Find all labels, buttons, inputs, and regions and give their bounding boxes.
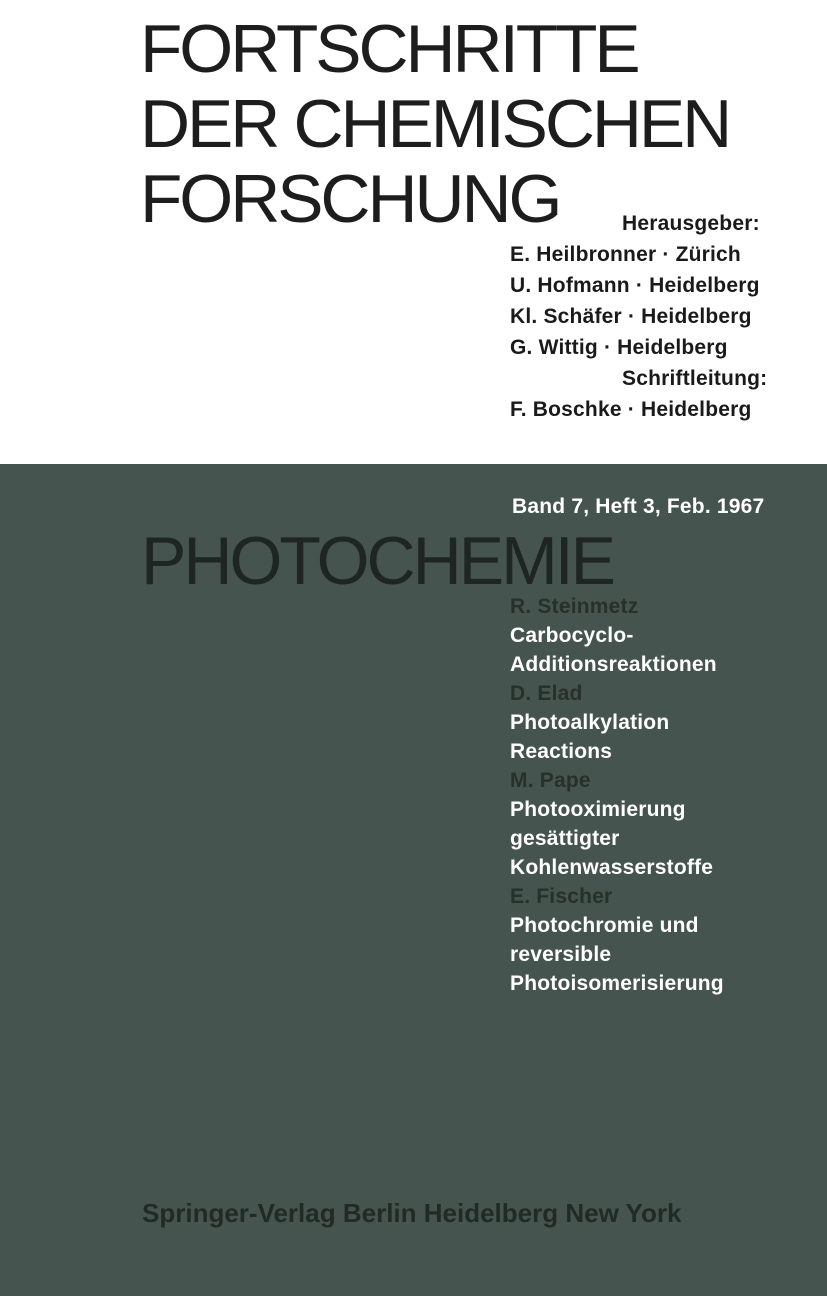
series-title [140, 12, 813, 237]
article-title-line: Photochromie und [510, 914, 699, 937]
editor-name: E. Heilbronner · Zürich [510, 243, 741, 266]
issue-info: Band 7, Heft 3, Feb. 1967 [512, 495, 765, 518]
article-author: E. Fischer [510, 885, 613, 908]
editor-name: Kl. Schäfer · Heidelberg [510, 305, 752, 328]
editors-block [510, 208, 810, 425]
editorial-heading: Schriftleitung: [622, 367, 768, 390]
series-title-line: FORSCHUNG [140, 161, 560, 237]
article-title-line: Reactions [510, 740, 613, 763]
contents-list [510, 592, 810, 998]
publisher-imprint: Springer-Verlag Berlin Heidelberg New York [142, 1198, 682, 1228]
article-title-line: Carbocyclo- [510, 624, 634, 647]
article-author: M. Pape [510, 769, 591, 792]
article-title-line: gesättigter [510, 827, 620, 850]
article-title-line: Kohlenwasserstoffe [510, 856, 714, 879]
editorial-name: F. Boschke · Heidelberg [510, 398, 752, 421]
volume-title: PHOTOCHEMIE [141, 523, 614, 599]
series-title-line: FORTSCHRITTE [140, 11, 638, 87]
article-title-line: Additionsreaktionen [510, 653, 717, 676]
article-author: R. Steinmetz [510, 595, 639, 618]
article-title-line: Photoisomerisierung [510, 972, 724, 995]
editor-name: G. Wittig · Heidelberg [510, 336, 728, 359]
article-title-line: Photoalkylation [510, 711, 670, 734]
article-title-line: reversible [510, 943, 612, 966]
article-title-line: Photooximierung [510, 798, 686, 821]
editor-name: U. Hofmann · Heidelberg [510, 274, 760, 297]
series-title-line: DER CHEMISCHEN [140, 86, 730, 162]
article-author: D. Elad [510, 682, 583, 705]
editors-heading: Herausgeber: [622, 212, 760, 235]
